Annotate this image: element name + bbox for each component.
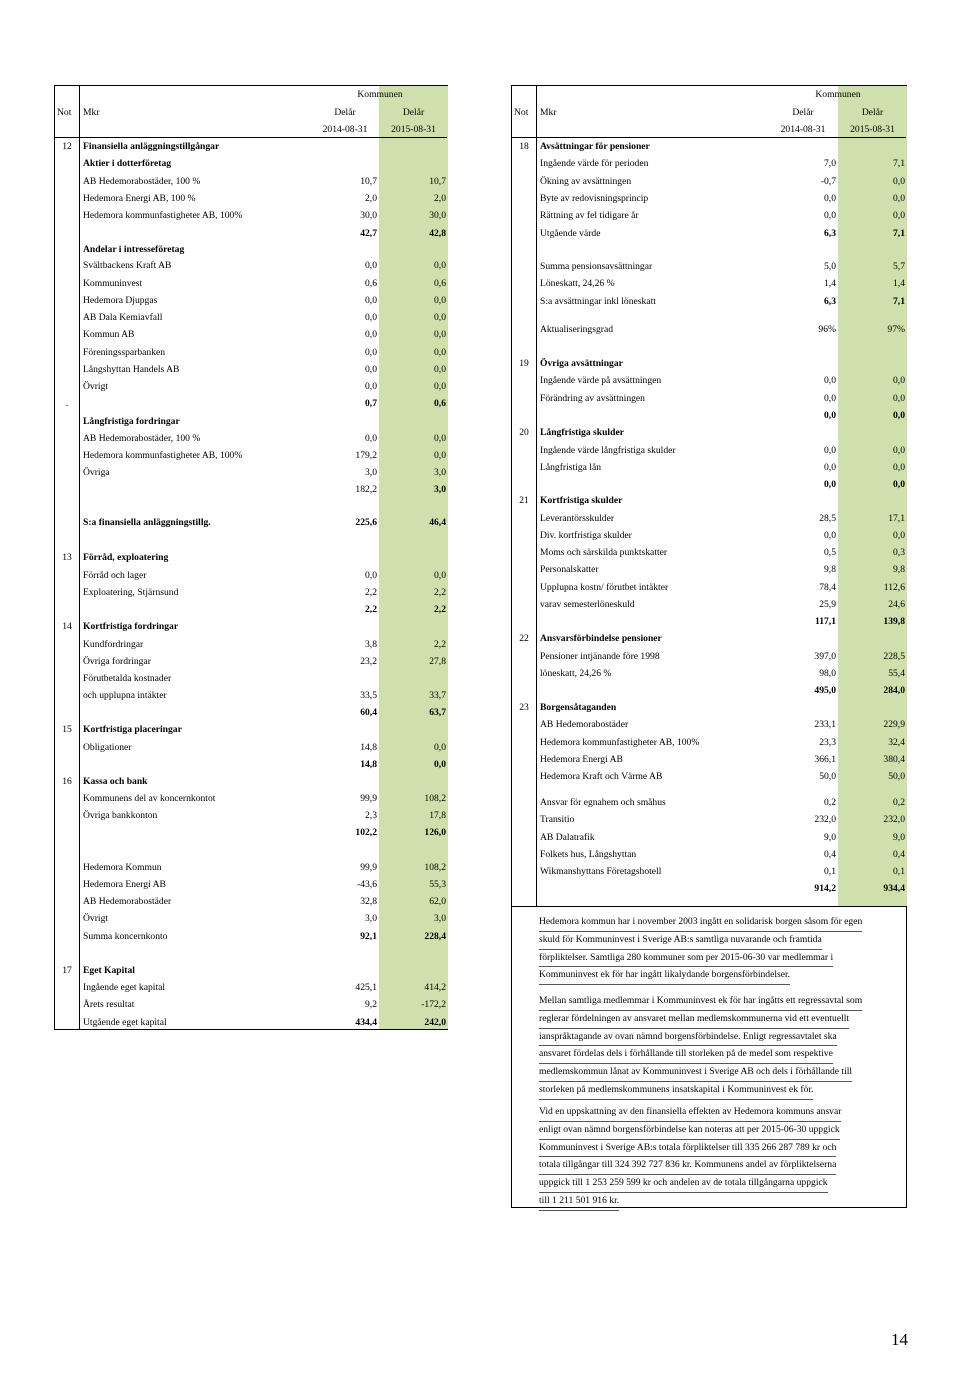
value-2015: 232,0 (883, 814, 905, 825)
row-label: Ansvarsförbindelse pensioner (540, 633, 662, 644)
row-label: Övrigt (83, 913, 109, 924)
row-label: Kundfordringar (83, 639, 144, 650)
value-2014: 0,0 (824, 530, 836, 541)
value-2014: 366,1 (814, 754, 836, 765)
value-2015: 0,0 (893, 393, 905, 404)
row-label: Summa pensionsavsättningar (540, 261, 653, 272)
value-2014: 92,1 (360, 931, 377, 942)
value-2015: 0,4 (893, 849, 905, 860)
row-label: Hedemora Djupgas (83, 295, 158, 306)
value-2014: -43,6 (357, 879, 377, 890)
row-label: AB Hedemorabostäder (540, 719, 629, 730)
value-2015: 33,7 (429, 690, 446, 701)
right-notes-table (511, 85, 907, 907)
value-2015: 414,2 (424, 982, 446, 993)
value-2014: 0,0 (824, 210, 836, 221)
row-label: Kortfristiga fordringar (83, 621, 179, 632)
value-2014: 32,8 (360, 896, 377, 907)
value-2014: 495,0 (814, 685, 836, 696)
value-2015: 17,8 (429, 810, 446, 821)
value-2015: 0,0 (434, 433, 446, 444)
text-line: Vid en uppskattning av den finansiella effekten av Hedemora kommuns ansvar (539, 1104, 841, 1122)
value-2014: 23,3 (819, 737, 836, 748)
value-2014: 9,2 (365, 999, 377, 1010)
row-label: Kortfristiga placeringar (83, 724, 182, 735)
header-not: Not (57, 107, 72, 118)
row-label: S:a avsättningar inkl löneskatt (540, 296, 656, 307)
row-label: Hedemora Kraft och Värme AB (540, 771, 663, 782)
value-2015: 9,0 (893, 832, 905, 843)
value-2014: 914,2 (814, 883, 836, 894)
value-2015: 0,3 (893, 547, 905, 558)
value-2014: 0,2 (824, 797, 836, 808)
note-number: 21 (519, 495, 529, 506)
header-date-2015: 2015-08-31 (391, 124, 436, 135)
row-label: Avsättningar för pensioner (540, 141, 650, 152)
note-number: 19 (519, 358, 529, 369)
value-2015: 0,0 (434, 381, 446, 392)
value-2014: 2,0 (365, 193, 377, 204)
text-line: till 1 211 501 916 kr. (539, 1193, 619, 1211)
text-line: enligt ovan nämnd borgensförbindelse kan noteras att per 2015-06-30 uppgick (539, 1122, 840, 1140)
value-2014: 0,0 (365, 347, 377, 358)
row-label: AB Dala Kemiavfall (83, 312, 163, 323)
value-2014: 2,2 (365, 604, 377, 615)
row-label: Svältbackens Kraft AB (83, 260, 172, 271)
value-2014: 96% (818, 324, 836, 335)
value-2015: 0,2 (893, 797, 905, 808)
value-2015: 5,7 (893, 261, 905, 272)
row-label: Hedemora Energi AB (83, 879, 166, 890)
value-2014: 233,1 (814, 719, 836, 730)
value-2014: 2,2 (365, 587, 377, 598)
row-label: Div. kortfristiga skulder (540, 530, 632, 541)
note-number: 23 (519, 702, 529, 713)
value-2014: 0,0 (824, 462, 836, 473)
row-label: Folkets hus, Långshyttan (540, 849, 637, 860)
row-label: Långfristiga fordringar (83, 416, 180, 427)
value-2015: 2,2 (434, 639, 446, 650)
value-2015: 934,4 (883, 883, 905, 894)
value-2014: 50,0 (819, 771, 836, 782)
note-number: 17 (62, 965, 72, 976)
value-2014: 0,0 (824, 445, 836, 456)
row-label: Hedemora Energi AB (540, 754, 623, 765)
value-2014: 6,3 (824, 228, 836, 239)
row-label: Aktualiseringsgrad (540, 324, 614, 335)
value-2014: 99,9 (360, 793, 377, 804)
row-label: Pensioner intjänande före 1998 (540, 651, 660, 662)
value-2015: 7,1 (893, 296, 905, 307)
row-label: Föreningssparbanken (83, 347, 166, 358)
header-date-2015: 2015-08-31 (850, 124, 895, 135)
value-2014: 0,0 (365, 329, 377, 340)
value-2014: 0,0 (824, 479, 836, 490)
value-2015: 108,2 (424, 862, 446, 873)
value-2015: 62,0 (429, 896, 446, 907)
row-label: Summa koncernkonto (83, 931, 168, 942)
value-2014: 9,8 (824, 564, 836, 575)
value-2015: 0,0 (893, 176, 905, 187)
row-label: löneskatt, 24,26 % (540, 668, 612, 679)
value-2015: 7,1 (893, 158, 905, 169)
row-label: Ökning av avsättningen (540, 176, 632, 187)
value-2014: 0,0 (365, 381, 377, 392)
header-delar-2014: Delår (334, 107, 356, 118)
value-2015: 126,0 (424, 827, 446, 838)
text-line: Kommuninvest ek för har ingått likalydande borgensförbindelser. (539, 967, 790, 985)
value-2014: 1,4 (824, 278, 836, 289)
row-label: Långfristiga lån (540, 462, 602, 473)
row-label: Hedemora kommunfastigheter AB, 100% (83, 450, 243, 461)
row-label: AB Hedemorabostäder, 100 % (83, 433, 201, 444)
row-label: Aktier i dotterföretag (83, 158, 172, 169)
value-2015: 2,2 (434, 587, 446, 598)
value-2014: 425,1 (355, 982, 377, 993)
value-2015: 242,0 (424, 1017, 446, 1028)
value-2014: 102,2 (355, 827, 377, 838)
row-label: Moms och särskilda punktskatter (540, 547, 668, 558)
value-2014: 179,2 (355, 450, 377, 461)
value-2014: 7,0 (824, 158, 836, 169)
row-label: Ingående värde för perioden (540, 158, 649, 169)
value-2014: 0,0 (365, 260, 377, 271)
header-delar-2015: Delår (861, 107, 884, 118)
row-label: Ingående värde långfristiga skulder (540, 445, 676, 456)
value-2015: 30,0 (429, 210, 446, 221)
row-label: Finansiella anläggningstillgångar (83, 141, 220, 152)
value-2014: 182,2 (355, 484, 377, 495)
row-label: Förutbetalda kostnader (83, 673, 172, 684)
value-2014: 98,0 (819, 668, 836, 679)
row-label: Övriga bankkonton (83, 810, 158, 821)
value-2014: 0,0 (365, 295, 377, 306)
paragraph-uppskattning (539, 1104, 841, 1211)
left-notes-table (54, 85, 448, 1030)
value-2014: 0,0 (365, 433, 377, 444)
row-label: AB Dalatrafik (540, 832, 595, 843)
value-2015: 3,0 (434, 913, 446, 924)
row-label: Årets resultat (83, 999, 135, 1010)
value-2015: 0,0 (893, 410, 905, 421)
note-number: 22 (519, 633, 529, 644)
value-2014: 3,0 (365, 467, 377, 478)
value-2014: 0,6 (365, 278, 377, 289)
value-2015: 27,8 (429, 656, 446, 667)
value-2015: 0,0 (434, 450, 446, 461)
row-label: Exploatering, Stjärnsund (83, 587, 179, 598)
value-2015: 24,6 (888, 599, 905, 610)
value-2015: 0,0 (893, 375, 905, 386)
row-label: AB Hedemorabostäder, 100 % (83, 176, 201, 187)
value-2015: 55,4 (888, 668, 905, 679)
value-2015: 97% (887, 324, 905, 335)
value-2014: 3,0 (365, 913, 377, 924)
value-2015: 0,0 (434, 295, 446, 306)
value-2014: 0,4 (824, 849, 836, 860)
value-2014: 6,3 (824, 296, 836, 307)
row-label: Kommunens del av koncernkontot (83, 793, 216, 804)
value-2014: 99,9 (360, 862, 377, 873)
value-2014: 10,7 (360, 176, 377, 187)
row-label: Upplupna kostn/ förutbet intäkter (540, 582, 669, 593)
row-label: Transitio (540, 814, 575, 825)
text-line: uppgick till 1 253 259 599 kr och andelen av de totala tillgångarna uppgick (539, 1175, 828, 1193)
row-label: Kortfristiga skulder (540, 495, 623, 506)
row-label: Eget Kapital (83, 965, 135, 976)
paragraph-regressavtal (539, 993, 862, 1100)
row-label: Kommuninvest (83, 278, 143, 289)
value-2015: 0,0 (893, 479, 905, 490)
value-2015: 284,0 (883, 685, 905, 696)
value-2015: 3,0 (434, 467, 446, 478)
value-2015: 55,3 (429, 879, 446, 890)
value-2015: 0,6 (434, 398, 446, 409)
note-number: 12 (62, 141, 72, 152)
value-2014: 397,0 (814, 651, 836, 662)
value-2014: 0,5 (824, 547, 836, 558)
value-2014: 60,4 (360, 707, 377, 718)
value-2014: 225,6 (355, 517, 377, 528)
value-2015: 63,7 (429, 707, 446, 718)
row-label: Ingående värde på avsättningen (540, 375, 662, 386)
value-2014: 5,0 (824, 261, 836, 272)
value-2014: 28,5 (819, 513, 836, 524)
text-line: Hedemora kommun har i november 2003 ingått en solidarisk borgen såsom för egen (539, 914, 862, 932)
row-label: S:a finansiella anläggningstillg. (83, 517, 211, 528)
value-2015: 0,0 (434, 759, 446, 770)
row-label: Hedemora Kommun (83, 862, 162, 873)
value-2015: 50,0 (888, 771, 905, 782)
text-line: medlemskommun lånat av Kommuninvest i Sverige AB och dels i förhållande till (539, 1064, 852, 1082)
row-label: Hedemora Energi AB, 100 % (83, 193, 196, 204)
row-label: Personalskatter (540, 564, 599, 575)
row-label: AB Hedemorabostäder (83, 896, 172, 907)
value-2014: 3,8 (365, 639, 377, 650)
value-2014: 0,0 (365, 312, 377, 323)
value-2014: 0,0 (824, 410, 836, 421)
text-line: ansvaret fördelas dels i förhållande till storleken på de medel som respektive (539, 1046, 833, 1064)
value-2015: 0,0 (893, 530, 905, 541)
row-label: Övrigt (83, 381, 109, 392)
row-label: Byte av redovisningsprincip (540, 193, 649, 204)
value-2015: 0,0 (893, 193, 905, 204)
page-number: 14 (891, 1330, 908, 1349)
note-number: . (65, 398, 69, 409)
value-2015: 1,4 (893, 278, 905, 289)
value-2014: 0,0 (365, 570, 377, 581)
value-2015: 9,8 (893, 564, 905, 575)
value-2015: 46,4 (429, 517, 446, 528)
value-2014: 0,0 (824, 193, 836, 204)
row-label: Wikmanshyttans Företagshotell (540, 866, 662, 877)
row-label: Förändring av avsättningen (540, 393, 645, 404)
value-2015: 139,8 (883, 616, 905, 627)
value-2015: 0,0 (434, 742, 446, 753)
col-2015-highlight (838, 86, 907, 906)
value-2015: 0,0 (893, 445, 905, 456)
header-kommunen: Kommunen (815, 89, 861, 100)
value-2014: 78,4 (819, 582, 836, 593)
header-not: Not (514, 107, 529, 118)
note-number: 18 (519, 141, 529, 152)
row-label: Ingående eget kapital (83, 982, 166, 993)
value-2015: 42,8 (429, 228, 446, 239)
value-2014: 30,0 (360, 210, 377, 221)
value-2015: 0,0 (434, 570, 446, 581)
row-label: Borgensåtaganden (540, 702, 617, 713)
value-2014: 14,8 (360, 759, 377, 770)
value-2014: 42,7 (360, 228, 377, 239)
row-label: Kassa och bank (83, 776, 148, 787)
value-2015: 0,0 (434, 347, 446, 358)
value-2014: 434,4 (355, 1017, 377, 1028)
value-2014: 9,0 (824, 832, 836, 843)
value-2014: 117,1 (814, 616, 836, 627)
value-2014: -0,7 (820, 176, 836, 187)
value-2015: 228,5 (883, 651, 905, 662)
row-label: Hedemora kommunfastigheter AB, 100% (83, 210, 243, 221)
value-2015: 0,0 (893, 462, 905, 473)
value-2014: 23,2 (360, 656, 377, 667)
row-label: Förråd och lager (83, 570, 147, 581)
header-date-2014: 2014-08-31 (780, 124, 826, 135)
value-2014: 0,1 (824, 866, 836, 877)
row-label: Rättning av fel tidigare år (540, 210, 639, 221)
text-line: förpliktelser. Samtliga 280 kommuner som per 2015-06-30 var medlemmar i (539, 950, 833, 968)
value-2015: 0,0 (434, 260, 446, 271)
header-date-2014: 2014-08-31 (322, 124, 368, 135)
value-2015: 112,6 (883, 582, 905, 593)
row-label: Löneskatt, 24,26 % (540, 278, 615, 289)
value-2015: -172,2 (421, 999, 446, 1010)
value-2014: 0,0 (824, 375, 836, 386)
value-2014: 0,0 (365, 364, 377, 375)
header-kommunen: Kommunen (357, 89, 403, 100)
note-number: 13 (62, 552, 72, 563)
note-number: 16 (62, 776, 72, 787)
header-delar-2014: Delår (792, 107, 814, 118)
row-label: och upplupna intäkter (83, 690, 167, 701)
text-line: Mellan samtliga medlemmar i Kommuninvest ek för har ingåtts ett regressavtal som (539, 993, 862, 1011)
row-label: Långshyttan Handels AB (83, 364, 180, 375)
value-2014: 0,7 (365, 398, 377, 409)
value-2015: 10,7 (429, 176, 446, 187)
value-2015: 7,1 (893, 228, 905, 239)
note-number: 14 (62, 621, 72, 632)
paragraph-borgen (539, 914, 862, 985)
row-label: Leverantörsskulder (540, 513, 615, 524)
value-2015: 228,4 (424, 931, 446, 942)
row-label: Utgående eget kapital (83, 1017, 167, 1028)
value-2014: 0,0 (824, 393, 836, 404)
kommuninvest-text-box (511, 906, 907, 1208)
value-2015: 380,4 (883, 754, 905, 765)
value-2015: 0,0 (893, 210, 905, 221)
row-label: Obligationer (83, 742, 132, 753)
row-label: Utgående värde (540, 228, 601, 239)
value-2014: 232,0 (814, 814, 836, 825)
value-2015: 108,2 (424, 793, 446, 804)
value-2015: 0,0 (434, 329, 446, 340)
row-label: Förråd, exploatering (83, 552, 169, 563)
text-line: ianspråktagande av ovan nämnd borgensförbindelse. Enligt regressavtalet ska (539, 1029, 837, 1047)
value-2015: 2,0 (434, 193, 446, 204)
value-2014: 33,5 (360, 690, 377, 701)
row-label: Övriga avsättningar (540, 358, 623, 369)
value-2014: 14,8 (360, 742, 377, 753)
row-label: Kommun AB (83, 329, 135, 340)
value-2015: 0,6 (434, 278, 446, 289)
row-label: varav semesterlöneskuld (540, 599, 635, 610)
row-label: Övriga (83, 467, 110, 478)
value-2015: 32,4 (888, 737, 905, 748)
row-label: Andelar i intresseföretag (83, 244, 185, 255)
note-number: 20 (519, 427, 529, 438)
text-line: skuld för Kommuninvest i Sverige AB:s samtliga nuvarande och framtida (539, 932, 822, 950)
header-delar-2015: Delår (402, 107, 425, 118)
row-label: Övriga fordringar (83, 656, 151, 667)
value-2015: 3,0 (434, 484, 446, 495)
text-line: reglerar fördelningen av ansvaret mellan medlemskommunerna vid ett eventuellt (539, 1011, 849, 1029)
value-2014: 2,3 (365, 810, 377, 821)
text-line: Kommuninvest i Sverige AB:s totala förpliktelser till 335 266 287 789 kr och (539, 1140, 836, 1158)
value-2014: 25,9 (819, 599, 836, 610)
value-2015: 17,1 (888, 513, 905, 524)
value-2015: 0,1 (893, 866, 905, 877)
header-mkr: Mkr (540, 107, 557, 118)
text-line: storleken på medlemskommunens insatskapital i Kommuninvest ek för. (539, 1082, 813, 1100)
value-2015: 229,9 (883, 719, 905, 730)
value-2015: 0,0 (434, 312, 446, 323)
header-mkr: Mkr (83, 107, 100, 118)
value-2015: 0,0 (434, 364, 446, 375)
row-label: Långfristiga skulder (540, 427, 624, 438)
note-number: 15 (62, 724, 72, 735)
row-label: Ansvar för egnahem och småhus (540, 797, 666, 808)
value-2015: 2,2 (434, 604, 446, 615)
row-label: Hedemora kommunfastigheter AB, 100% (540, 737, 700, 748)
text-line: totala tillgångar till 324 392 727 836 kr. Kommunens andel av förpliktelserna (539, 1157, 836, 1175)
